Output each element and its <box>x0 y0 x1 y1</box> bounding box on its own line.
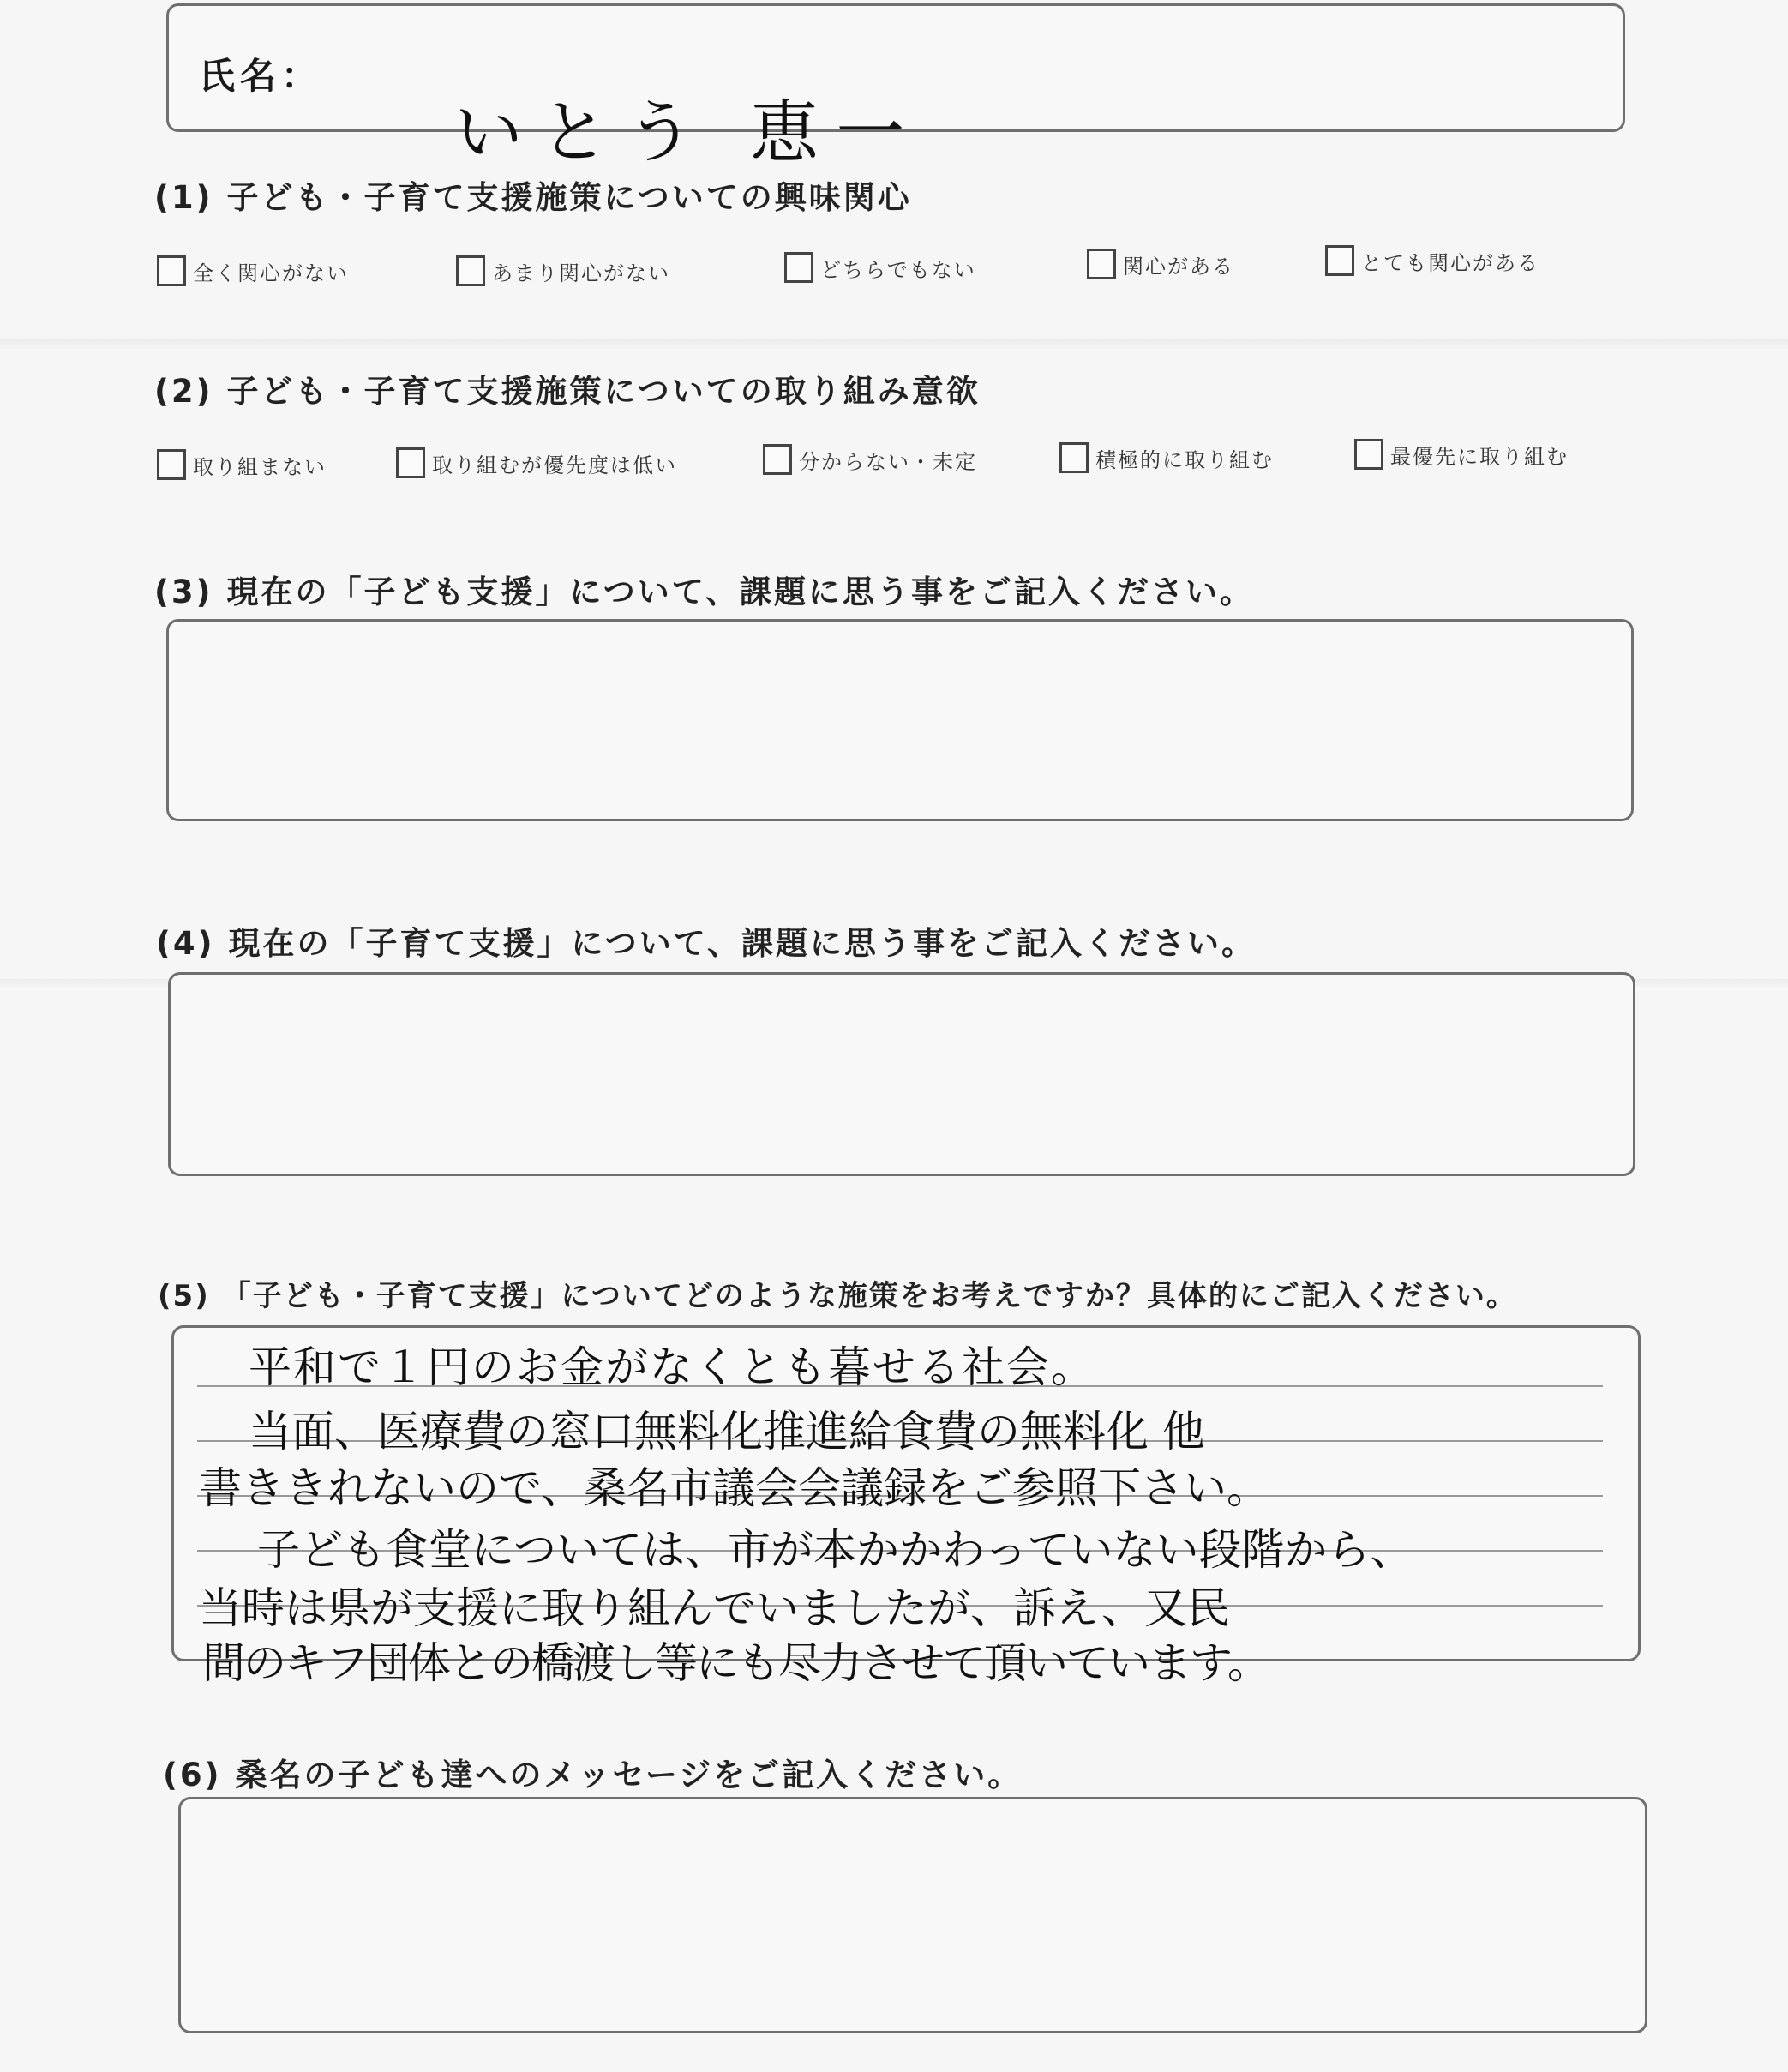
q6-answer-box[interactable] <box>178 1797 1647 2033</box>
q4-answer-box[interactable] <box>168 972 1635 1176</box>
q2-option-3[interactable] <box>763 444 977 475</box>
q2-option-label: 最優先に取り組む <box>1390 444 1569 469</box>
checkbox[interactable] <box>1059 442 1089 473</box>
q1-option-5[interactable] <box>1325 245 1539 276</box>
q5-answer-line-3: 書ききれないので、桑名市議会会議録をご参照下さい。 <box>199 1463 1269 1513</box>
q4-heading: (4) 現在の「子育て支援」について、課題に思う事をご記入ください。 <box>156 925 1256 962</box>
checkbox[interactable] <box>763 444 792 475</box>
checkbox[interactable] <box>157 255 186 286</box>
q5-answer-line-4: 子ども食堂については、市が本かかわっていない段階から、 <box>257 1525 1413 1575</box>
q1-option-label: 全く関心がない <box>193 261 349 285</box>
q5-answer-line-2: 当面、医療費の窓口無料化推進給食費の無料化 他 <box>249 1407 1205 1456</box>
q1-option-label: どちらでもない <box>820 257 976 282</box>
q1-option-1[interactable] <box>157 255 349 286</box>
q5-answer-line-1: 平和で１円のお金がなくとも暮せる社会。 <box>249 1342 1095 1392</box>
checkbox[interactable] <box>157 449 186 480</box>
q1-option-label: 関心がある <box>1123 254 1234 279</box>
q5-answer-line-6: 間のキフ団体との橋渡し等にも尽力させて頂いています。 <box>202 1638 1269 1688</box>
q1-heading: (1) 子ども・子育て支援施策についての興味関心 <box>154 179 912 216</box>
q2-option-2[interactable] <box>396 447 677 478</box>
q1-option-label: とても関心がある <box>1361 250 1539 275</box>
q1-option-label: あまり関心がない <box>492 261 670 285</box>
q3-heading: (3) 現在の「子ども支援」について、課題に思う事をご記入ください。 <box>154 574 1254 610</box>
q5-heading: (5) 「子ども・子育て支援」についてどのような施策をお考えですか？具体的にご記入ください。 <box>158 1279 1517 1313</box>
checkbox[interactable] <box>1087 249 1116 279</box>
q2-option-4[interactable] <box>1059 442 1274 473</box>
checkbox[interactable] <box>1354 439 1383 470</box>
paper-fold-1 <box>0 339 1788 351</box>
q1-option-3[interactable] <box>784 252 976 283</box>
q2-option-1[interactable] <box>157 449 327 480</box>
q2-heading: (2) 子ども・子育て支援施策についての取り組み意欲 <box>154 373 981 410</box>
q2-option-label: 積極的に取り組む <box>1095 447 1274 472</box>
q2-option-label: 分からない・未定 <box>799 449 977 474</box>
q2-option-5[interactable] <box>1354 439 1569 470</box>
checkbox[interactable] <box>396 447 425 478</box>
q2-option-label: 取り組むが優先度は低い <box>432 453 677 477</box>
checkbox[interactable] <box>456 255 485 286</box>
name-label: 氏名： <box>199 55 323 97</box>
handwritten-name: いとう 恵一 <box>454 93 922 172</box>
checkbox[interactable] <box>784 252 813 283</box>
q1-option-4[interactable] <box>1087 249 1234 279</box>
q5-answer-line-5: 当時は県が支援に取り組んでいましたが、訴え、又民 <box>199 1583 1230 1633</box>
q3-answer-box[interactable] <box>166 619 1634 821</box>
q6-heading: (6) 桑名の子ども達へのメッセージをご記入ください。 <box>163 1757 1023 1793</box>
q2-option-label: 取り組まない <box>193 454 327 479</box>
q1-option-2[interactable] <box>456 255 670 286</box>
checkbox[interactable] <box>1325 245 1354 276</box>
